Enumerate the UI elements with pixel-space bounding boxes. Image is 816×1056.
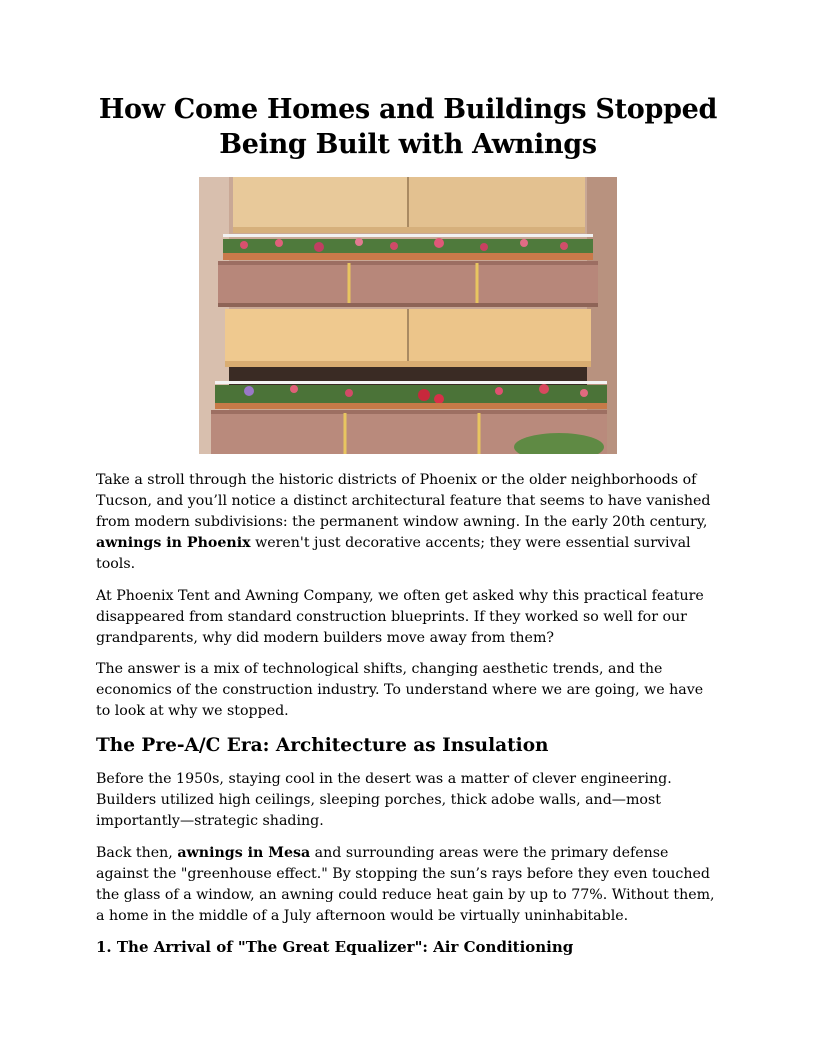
company-paragraph: At Phoenix Tent and Awning Company, we often get asked why this practical feature disappeared from standard construction blueprints. If they worked so well for our grandparents, why did modern builders move away from them? — [96, 588, 704, 646]
mesa-paragraph: Back then, awnings in Mesa and surrounding areas were the primary defense against the "greenhouse effect." By stopping the sun’s rays before they even touched the glass of a window, an awning could reduce heat gain by up to 77%. Without them, a home in the middle of a July afternoon would be virtually uninhabitable. — [96, 845, 715, 924]
page-title: How Come Homes and Buildings Stopped Being Built with Awnings — [98, 94, 718, 160]
intro-paragraph: Take a stroll through the historic districts of Phoenix or the older neighborhoods of Tucson, and you’ll notice a distinct architectural feature that seems to have vanished from modern subdivisions: the permanent window awning. In the early 20th century, awnings in Phoenix weren't just decorative accents; they were essential survival tools. — [96, 472, 711, 572]
awnings-phoenix-keyword: awnings in Phoenix — [96, 535, 251, 551]
awnings-mesa-keyword: awnings in Mesa — [177, 845, 311, 861]
answer-paragraph: The answer is a mix of technological shifts, changing aesthetic trends, and the economics of the construction industry. To understand where we are going, we have to look at why we stopped. — [96, 661, 704, 719]
pre-ac-paragraph: Before the 1950s, staying cool in the desert was a matter of clever engineering. Builders utilized high ceilings, sleeping porches, thick adobe walls, and—most importantly—strategic shading. — [96, 771, 672, 829]
hero-image — [199, 177, 617, 454]
subsection-heading: 1. The Arrival of "The Great Equalizer": Air Conditioning — [96, 938, 574, 956]
section-heading: The Pre-A/C Era: Architecture as Insulation — [96, 735, 549, 756]
